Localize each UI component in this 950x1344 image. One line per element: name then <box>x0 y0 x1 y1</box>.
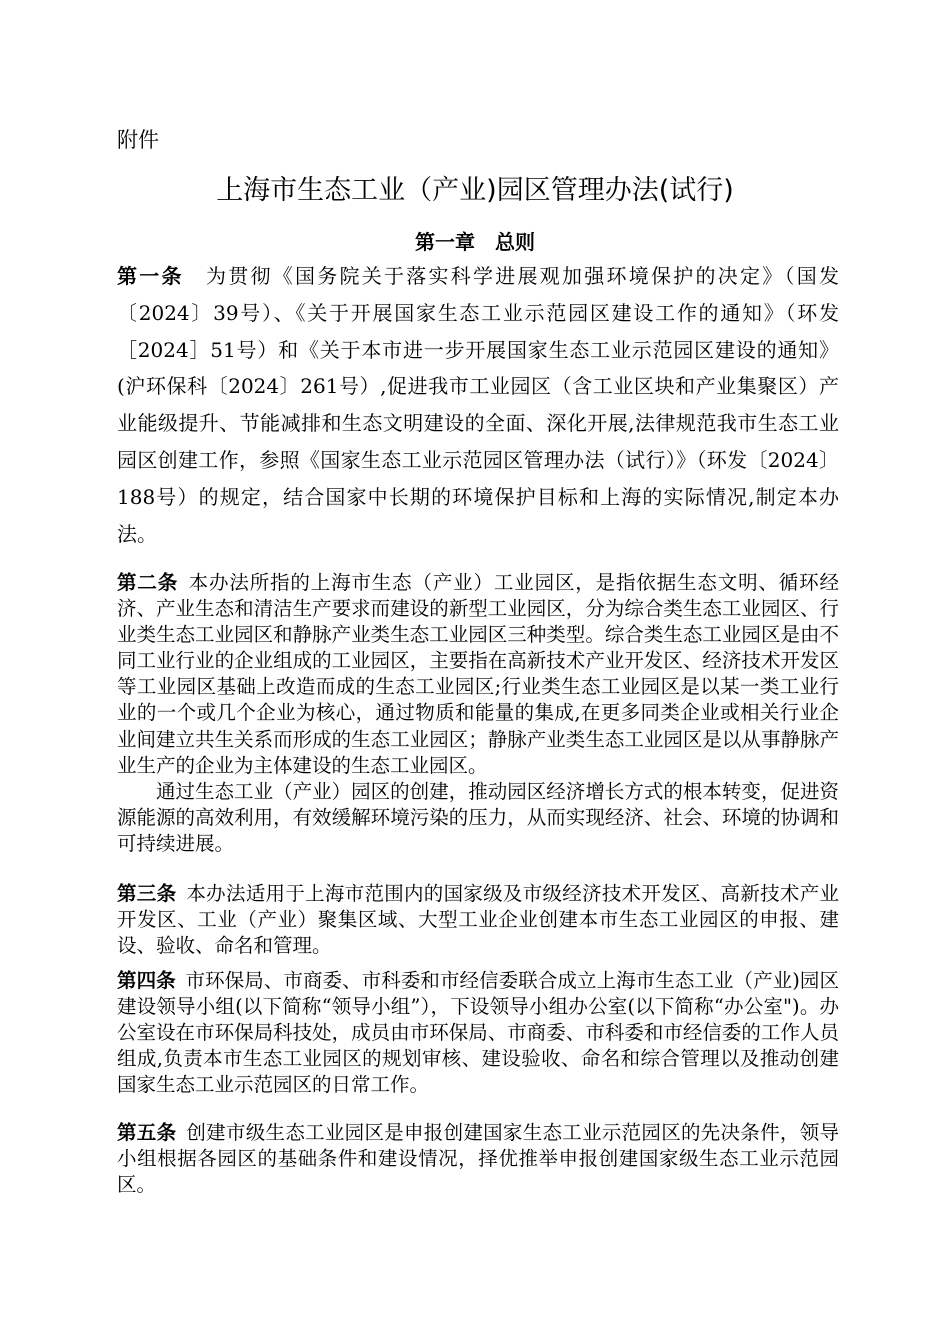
article-text: 为贯彻《国务院关于落实科学进展观加强环境保护的决定》（国发〔2024〕39号）、《关于开展国家生态工业示范园区建设工作的通知》（环发［2024］51号）和《关于本市进一步开展国家生态工业示范园区建设的通知》(沪环保科〔2024〕261号）,促进我市工业园区（含工业区块和产业集聚区）产业能级提升、节能减排和生态文明建设的全面、深化开展,法律规范我市生态工业园区创建工作，参照《国家生态工业示范园区管理办法（试行）》（环发〔2024〕188号）的规定，结合国家中长期的环境保护目标和上海的实际情况,制定本办法。 <box>117 264 839 546</box>
article-paragraph: 通过生态工业（产业）园区的创建，推动园区经济增长方式的根本转变，促进资源能源的高效利用，有效缓解环境污染的压力，从而实现经济、社会、环境的协调和可持续进展。 <box>117 779 839 855</box>
article-text: 创建市级生态工业园区是申报创建国家生态工业示范园区的先决条件，领导小组根据各园区的基础条件和建设情况，择优推举申报创建国家级生态工业示范园区。 <box>117 1121 839 1197</box>
article-label: 第三条 <box>117 882 177 905</box>
article-text: 本办法所指的上海市生态（产业）工业园区，是指依据生态文明、循环经济、产业生态和清洁生产要求而建设的新型工业园区，分为综合类生态工业园区、行业类生态工业园区和静脉产业类生态工业园区三种类型。综合类生态工业园区是由不同工业行业的企业组成的工业园区，主要指在高新技术产业开发区、经济技术开发区等工业园区基础上改造而成的生态工业园区;行业类生态工业园区是以某一类工业行业的一个或几个企业为核心，通过物质和能量的集成,在更多同类企业或相关行业企业间建立共生关系而形成的生态工业园区；静脉产业类生态工业园区是以从事静脉产业生产的企业为主体建设的生态工业园区。 <box>117 571 839 777</box>
attachment-label: 附件 <box>117 128 159 152</box>
article-1 <box>117 258 839 552</box>
article-label: 第五条 <box>117 1121 177 1144</box>
article-label: 第一条 <box>117 264 184 288</box>
article-text: 本办法适用于上海市范围内的国家级及市级经济技术开发区、高新技术产业开发区、工业（产业）聚集区域、大型工业企业创建本市生态工业园区的申报、建设、验收、命名和管理。 <box>117 882 839 958</box>
article-2 <box>117 570 839 857</box>
article-5 <box>117 1120 839 1198</box>
article-4 <box>117 968 839 1098</box>
article-3 <box>117 881 839 959</box>
article-label: 第四条 <box>117 969 176 992</box>
article-label: 第二条 <box>117 571 179 594</box>
chapter-heading: 第一章 总则 <box>415 230 535 254</box>
document-title: 上海市生态工业（产业)园区管理办法(试行) <box>216 175 734 206</box>
article-text: 市环保局、市商委、市科委和市经信委联合成立上海市生态工业（产业)园区建设领导小组(以下简称“领导小组”），下设领导小组办公室(以下简称“办公室")。办公室设在市环保局科技处，成员由市环保局、市商委、市科委和市经信委的工作人员组成,负责本市生态工业园区的规划审核、建设验收、命名和综合管理以及推动创建国家生态工业示范园区的日常工作。 <box>117 969 839 1097</box>
